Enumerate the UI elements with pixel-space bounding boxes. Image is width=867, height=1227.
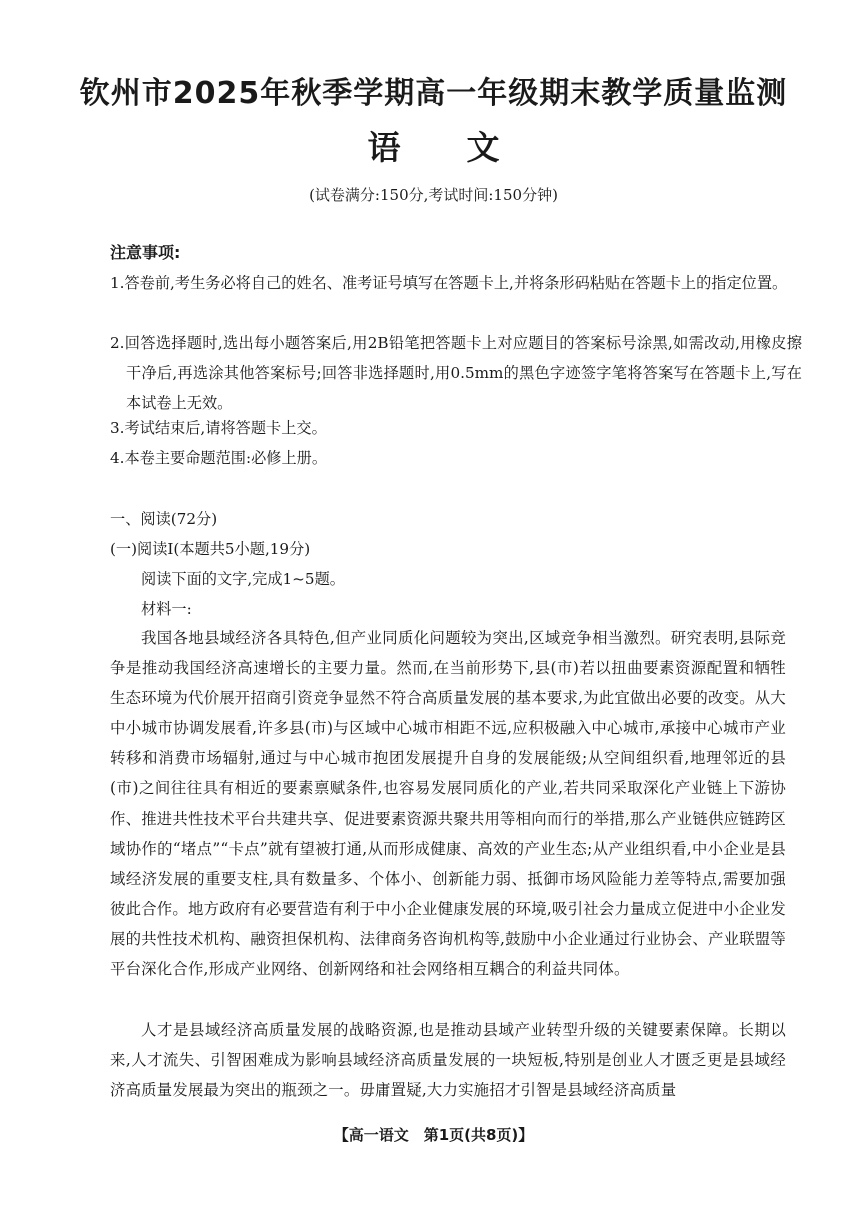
exam-title: 钦州市2025年秋季学期高一年级期末教学质量监测: [79, 76, 788, 111]
section-title: 一、阅读(72分): [110, 510, 218, 528]
material-paragraph-2: 人才是县域经济高质量发展的战略资源,也是推动县域产业转型升级的关键要素保障。长期以来,人才流失、引智困难成为影响县域经济高质量发展的一块短板,特别是创业人才匮乏更是县域经济高质量发展最为突出的瓶颈之一。毋庸置疑,大力实施招才引智是县域经济高质量: [110, 1021, 786, 1100]
subsection-title: (一)阅读Ⅰ(本题共5小题,19分): [110, 540, 311, 558]
note-item-1: 1.答卷前,考生务必将自己的姓名、准考证号填写在答题卡上,并将条形码粘贴在答题卡上的指定位置。: [110, 274, 788, 292]
note-item-4: 4.本卷主要命题范围:必修上册。: [110, 449, 328, 467]
page-footer: 【高一语文 第1页(共8页)】: [333, 1126, 534, 1144]
material-paragraph-1: 我国各地县域经济各具特色,但产业同质化问题较为突出,区域竞争相当激烈。研究表明,县际竞争是推动我国经济高速增长的主要力量。然而,在当前形势下,县(市)若以扭曲要素资源配置和牺牲生态环境为代价展开招商引资竞争显然不符合高质量发展的基本要求,为此宜做出必要的改变。从大中小城市协调发展看,许多县(市)与区域中心城市相距不远,应积极融入中心城市,承接中心城市产业转移和消费市场辐射,通过与中心城市抱团发展提升自身的发展能级;从空间组织看,地理邻近的县(市)之间往往具有相近的要素禀赋条件,也容易发展同质化的产业,若共同采取深化产业链上下游协作、推进共性技术平台共建共享、促进要素资源共聚共用等相向而行的举措,那么产业链供应链跨区域协作的“堵点”“卡点”就有望被打通,从而形成健康、高效的产业生态;从产业组织看,中小企业是县域经济发展的重要支柱,具有数量多、个体小、创新能力弱、抵御市场风险能力差等特点,需要加强彼此合作。地方政府有必要营造有利于中小企业健康发展的环境,吸引社会力量成立促进中小企业发展的共性技术机构、融资担保机构、法律商务咨询机构等,鼓励中小企业通过行业协会、产业联盟等平台深化合作,形成产业网络、创新网络和社会网络相互耦合的利益共同体。: [110, 629, 786, 979]
subject-title: 语文: [367, 128, 566, 167]
note-item-3: 3.考试结束后,请将答题卡上交。: [110, 419, 327, 437]
material-label: 材料一:: [141, 600, 192, 618]
notes-heading: 注意事项:: [110, 243, 181, 262]
reading-instruction: 阅读下面的文字,完成1~5题。: [141, 570, 345, 588]
exam-info: (试卷满分:150分,考试时间:150分钟): [309, 186, 558, 204]
note-item-2: 2.回答选择题时,选出每小题答案后,用2B铅笔把答题卡上对应题目的答案标号涂黑,如需改动,用橡皮擦干净后,再选涂其他答案标号;回答非选择题时,用0.5mm的黑色字迹签字笔将答案写在答题卡上,写在本试卷上无效。: [110, 334, 802, 412]
